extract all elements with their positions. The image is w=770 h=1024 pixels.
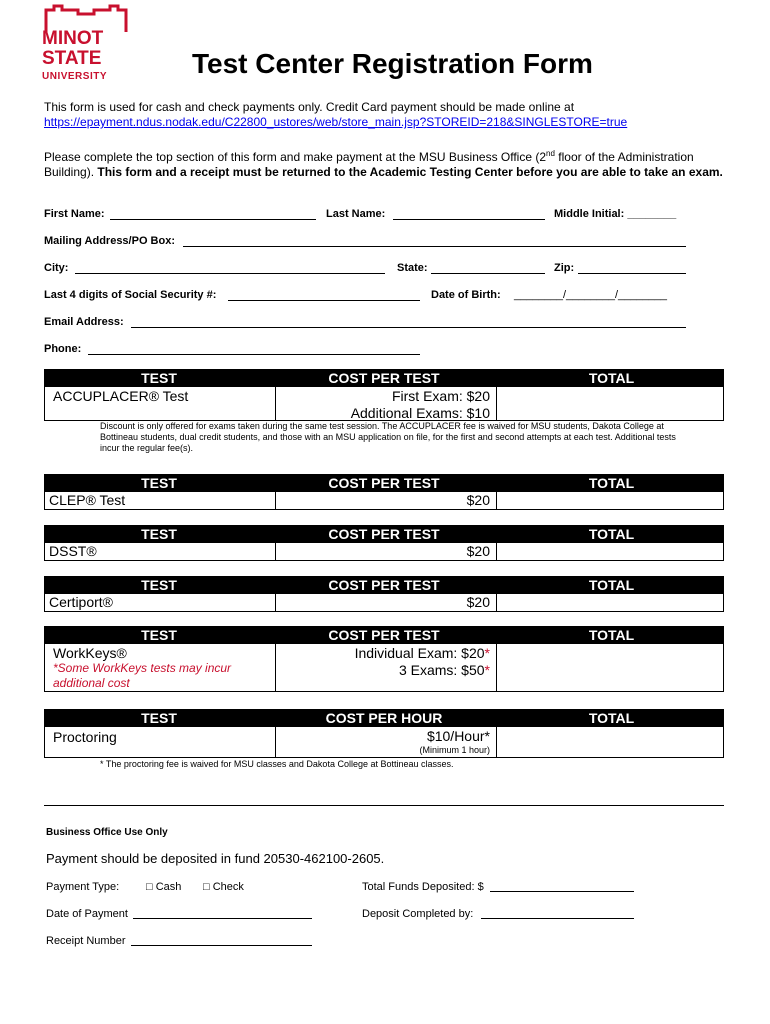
proctoring-rate: $10/Hour (426, 728, 485, 744)
certiport-header (44, 576, 724, 593)
accuplacer-total-field[interactable] (497, 387, 723, 420)
proctoring-test-name: Proctoring (53, 729, 117, 745)
cash-checkbox[interactable]: □ Cash (146, 881, 182, 893)
accuplacer-cost-additional: Additional Exams: $10 (350, 405, 490, 421)
business-office-heading: Business Office Use Only (46, 827, 168, 838)
dob-label: Date of Birth: (431, 289, 501, 301)
proctoring-row (44, 726, 724, 758)
header-cost: COST PER TEST (328, 526, 440, 542)
workkeys-cost-individual: Individual Exam: $20 (354, 645, 485, 661)
header-test: TEST (141, 710, 177, 726)
certiport-row (44, 593, 724, 612)
header-test: TEST (141, 370, 177, 386)
workkeys-note: *Some WorkKeys tests may incur additional cost (53, 661, 232, 690)
page-title: Test Center Registration Form (192, 48, 593, 79)
mailing-address-label: Mailing Address/PO Box: (44, 235, 176, 247)
phone-field[interactable] (88, 342, 420, 355)
accuplacer-cost-first: First Exam: $20 (391, 388, 490, 404)
header-cost-hour: COST PER HOUR (325, 710, 443, 726)
header-cost: COST PER TEST (328, 475, 440, 491)
accuplacer-header (44, 369, 724, 386)
email-label: Email Address: (44, 316, 124, 328)
clep-cost: $20 (466, 492, 490, 508)
intro-text: This form is used for cash and check payments only. Credit Card payment should be made online at (44, 100, 575, 114)
ssn-field[interactable] (228, 288, 420, 301)
middle-initial-field[interactable]: Middle Initial: ________ (554, 208, 677, 220)
asterisk-mark: * (484, 662, 490, 678)
first-name-label: First Name: (44, 208, 105, 220)
clep-total-field[interactable] (497, 492, 723, 509)
clep-row (44, 491, 724, 510)
section-divider (44, 805, 724, 806)
header-total: TOTAL (588, 475, 635, 491)
instructions-text-2: floor of the Administration Building). (44, 150, 694, 179)
certiport-cost: $20 (466, 594, 490, 610)
header-total: TOTAL (588, 577, 635, 593)
asterisk-mark: * (484, 645, 490, 661)
payment-type-label: Payment Type: (46, 881, 120, 893)
proctoring-header (44, 709, 724, 726)
state-field[interactable] (431, 261, 545, 274)
accuplacer-cost (275, 388, 490, 422)
total-funds-label: Total Funds Deposited: $ (362, 881, 484, 893)
accuplacer-note: Discount is only offered for exams taken during the same test session. The ACCUPLACER fee is waived for MSU students, Dakota College at Bottineau students, dual credit students, and those with an MSU application on file, for the first and second attempts at each test. Additional tests incur the regular fee(s). (100, 421, 676, 453)
dsst-row (44, 542, 724, 561)
workkeys-total-field[interactable] (497, 644, 723, 691)
workkeys-row (44, 643, 724, 692)
total-funds-field[interactable] (490, 879, 634, 892)
clep-test-name: CLEP® Test (49, 492, 126, 508)
proctoring-minimum: (Minimum 1 hour) (419, 745, 490, 755)
last-name-label: Last Name: (326, 208, 386, 220)
receipt-number-field[interactable] (131, 933, 312, 946)
certiport-total-field[interactable] (497, 594, 723, 611)
workkeys-test-name: WorkKeys® (53, 645, 127, 661)
workkeys-cost-three: 3 Exams: $50 (398, 662, 485, 678)
date-of-payment-label: Date of Payment (46, 908, 128, 920)
workkeys-cost (275, 645, 490, 679)
deposit-completed-label: Deposit Completed by: (362, 908, 474, 920)
header-test: TEST (141, 577, 177, 593)
clep-header (44, 474, 724, 491)
check-checkbox[interactable]: □ Check (203, 881, 244, 893)
date-of-payment-field[interactable] (133, 906, 312, 919)
accuplacer-row (44, 386, 724, 421)
header-cost: COST PER TEST (328, 627, 440, 643)
instructions-bold: This form and a receipt must be returned to the Academic Testing Center before you are able to take an exam. (97, 165, 723, 179)
instructions-paragraph (44, 146, 724, 180)
workkeys-header (44, 626, 724, 643)
asterisk-mark: * (484, 728, 490, 744)
intro-paragraph (44, 100, 734, 130)
dsst-total-field[interactable] (497, 543, 723, 560)
city-label: City: (44, 262, 69, 274)
header-total: TOTAL (588, 526, 635, 542)
receipt-number-label: Receipt Number (46, 935, 126, 947)
ssn-label: Last 4 digits of Social Security #: (44, 289, 217, 301)
dsst-header (44, 525, 724, 542)
state-label: State: (397, 262, 428, 274)
header-total: TOTAL (588, 627, 635, 643)
logo-line-state: STATE (42, 48, 102, 69)
logo-line-minot: MINOT (42, 28, 104, 49)
last-name-field[interactable] (393, 207, 545, 220)
ordinal-suffix: nd (546, 149, 555, 158)
zip-label: Zip: (554, 262, 575, 274)
fund-statement: Payment should be deposited in fund 20530-462100-2605. (46, 851, 385, 866)
instructions-text: Please complete the top section of this form and make payment at the MSU Business Office (2 (44, 150, 547, 164)
accuplacer-test-name: ACCUPLACER® Test (53, 388, 189, 404)
phone-label: Phone: (44, 343, 82, 355)
dob-field[interactable]: ________/________/________ (514, 289, 667, 301)
epayment-link[interactable]: https://epayment.ndus.nodak.edu/C22800_ustores/web/store_main.jsp?STOREID=218&SINGLESTORE=true (44, 115, 628, 129)
header-test: TEST (141, 526, 177, 542)
header-cost: COST PER TEST (328, 370, 440, 386)
city-field[interactable] (75, 261, 385, 274)
header-cost: COST PER TEST (328, 577, 440, 593)
certiport-test-name: Certiport® (49, 594, 113, 610)
dsst-cost: $20 (466, 543, 490, 559)
mailing-address-field[interactable] (183, 234, 686, 247)
header-total: TOTAL (588, 370, 635, 386)
university-logo (42, 4, 132, 84)
proctoring-note: * The proctoring fee is waived for MSU classes and Dakota College at Bottineau classes. (100, 759, 454, 769)
header-test: TEST (141, 475, 177, 491)
logo-line-university: UNIVERSITY (42, 71, 108, 82)
zip-field[interactable] (578, 261, 686, 274)
deposit-completed-field[interactable] (481, 906, 634, 919)
header-test: TEST (141, 627, 177, 643)
dsst-test-name: DSST® (49, 543, 97, 559)
proctoring-total-field[interactable] (497, 727, 723, 757)
email-field[interactable] (131, 315, 686, 328)
header-total: TOTAL (588, 710, 635, 726)
first-name-field[interactable] (110, 207, 316, 220)
proctoring-cost (275, 728, 490, 744)
